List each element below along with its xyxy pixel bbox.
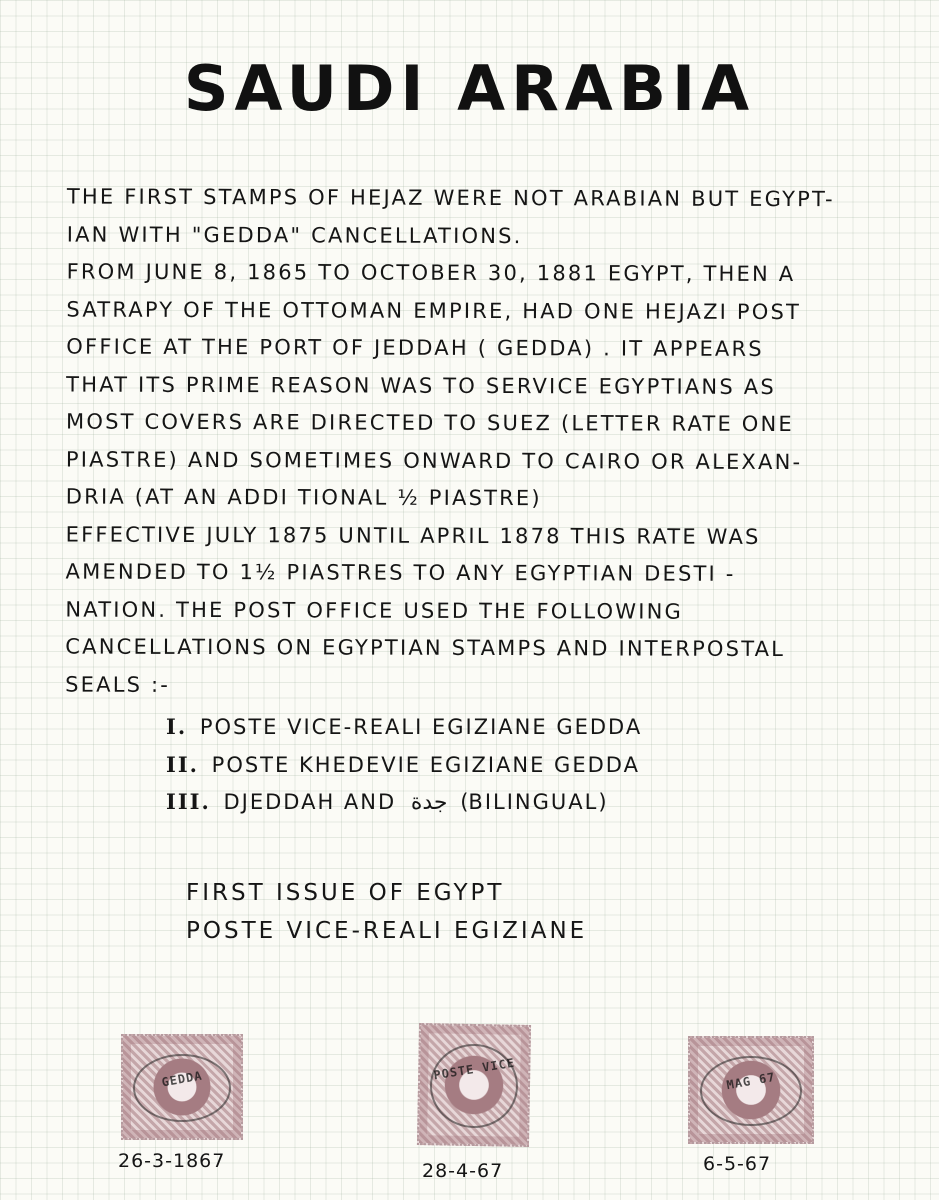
description-line: MOST COVERS ARE DIRECTED TO SUEZ (LETTER RATE ONE: [66, 409, 794, 437]
stamp-image: [688, 1036, 814, 1144]
cancellation-text: POSTE VICE: [432, 1055, 516, 1083]
list-item: [166, 783, 642, 821]
description-text: [65, 179, 907, 707]
description-line: CANCELLATIONS ON EGYPTIAN STAMPS AND INTERPOSTAL: [65, 634, 786, 662]
issue-heading: [186, 874, 587, 950]
arabic-jeddah: جدة: [410, 790, 448, 815]
page-title: SAUDI ARABIA: [183, 52, 756, 125]
description-line: SATRAPY OF THE OTTOMAN EMPIRE, HAD ONE HEJAZI POST: [66, 297, 802, 324]
description-line: NATION. THE POST OFFICE USED THE FOLLOWING: [65, 597, 684, 624]
description-line: IAN WITH "GEDDA" CANCELLATIONS.: [66, 222, 523, 248]
issue-heading-line: FIRST ISSUE OF EGYPT: [186, 880, 505, 906]
stamp-image: [121, 1034, 243, 1140]
roman-numeral: III.: [166, 789, 211, 814]
description-line: AMENDED TO 1½ PIASTRES TO ANY EGYPTIAN DESTI -: [65, 559, 736, 586]
description-line: DRIA (AT AN ADDI TIONAL ½ PIASTRE): [65, 484, 542, 511]
stamp-date: 28-4-67: [422, 1160, 504, 1182]
description-line: THE FIRST STAMPS OF HEJAZ WERE NOT ARABIAN BUT EGYPT-: [66, 184, 835, 212]
list-item: [166, 708, 642, 746]
stamp-image: [417, 1023, 531, 1147]
description-line: FROM JUNE 8, 1865 TO OCTOBER 30, 1881 EGYPT, THEN A: [66, 259, 796, 287]
cancellation-text: GEDDA: [160, 1068, 204, 1090]
list-item-text: POSTE VICE-REALI EGIZIANE GEDDA: [199, 715, 643, 739]
list-item: [166, 746, 642, 784]
cancellation-text: MAG 67: [725, 1069, 777, 1093]
description-line: SEALS :-: [65, 672, 171, 697]
stamp-date: 6-5-67: [703, 1153, 772, 1175]
roman-numeral: II.: [166, 751, 199, 777]
stamp-date: 26-3-1867: [118, 1150, 226, 1172]
issue-heading-line: POSTE VICE-REALI EGIZIANE: [186, 918, 588, 944]
list-item-tail: (BILINGUAL): [460, 790, 607, 814]
list-item-text: POSTE KHEDEVIE EGIZIANE GEDDA: [211, 752, 640, 777]
description-line: PIASTRE) AND SOMETIMES ONWARD TO CAIRO OR ALEXAN-: [65, 447, 803, 474]
roman-numeral: I.: [166, 714, 188, 739]
description-line: THAT ITS PRIME REASON WAS TO SERVICE EGYPTIANS AS: [66, 372, 776, 399]
list-item-text: DJEDDAH AND: [223, 790, 397, 814]
description-line: EFFECTIVE JULY 1875 UNTIL APRIL 1878 THIS RATE WAS: [65, 522, 761, 549]
description-line: OFFICE AT THE PORT OF JEDDAH ( GEDDA) . IT APPEARS: [66, 334, 764, 361]
cancellation-list: [166, 708, 642, 821]
